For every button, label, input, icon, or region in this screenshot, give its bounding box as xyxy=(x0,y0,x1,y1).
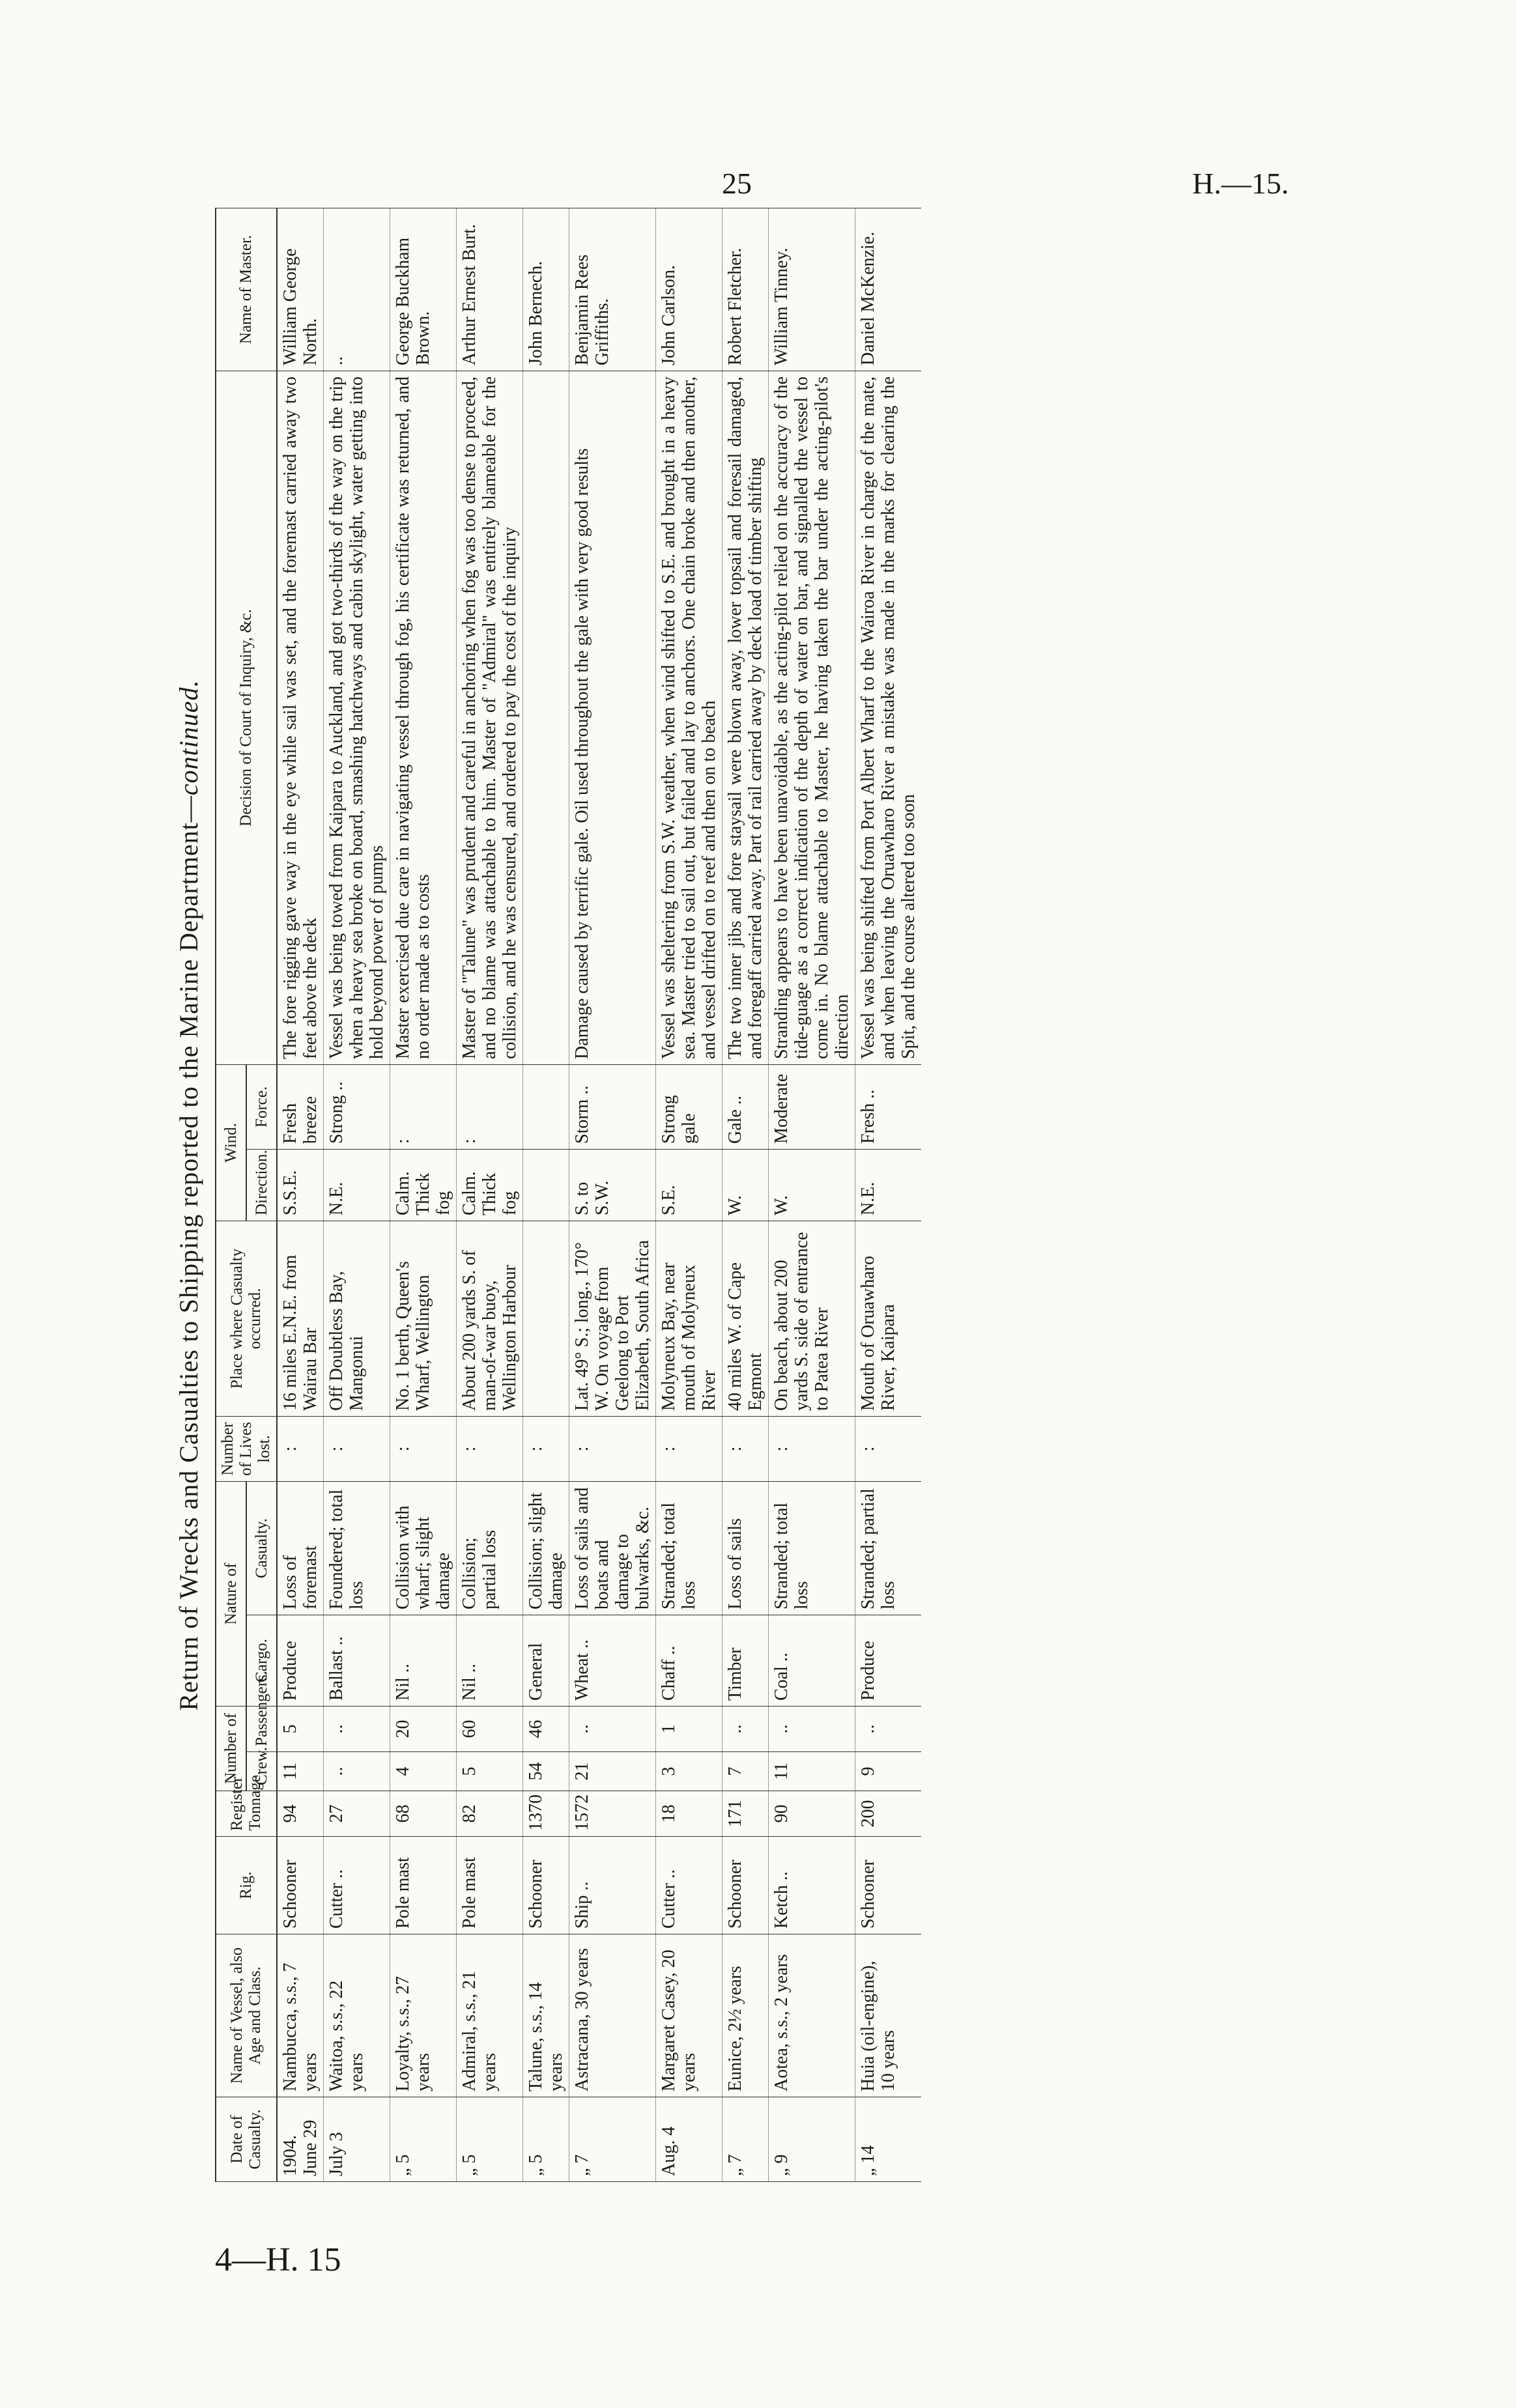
header-number-of: Number of xyxy=(216,1707,246,1791)
passengers-cell: 5 xyxy=(277,1707,324,1752)
crew-cell: 3 xyxy=(656,1752,722,1791)
crew-cell: 7 xyxy=(722,1752,769,1791)
table-row xyxy=(855,208,922,2181)
header-vessel: Name of Vessel, also Age and Class. xyxy=(216,1934,277,2097)
cargo-cell: Nil .. xyxy=(390,1615,457,1707)
master-cell: Arthur Ernest Burt. xyxy=(457,208,523,371)
place-cell: About 200 yards S. of man-of-war buoy, Wellington Harbour xyxy=(457,1221,523,1417)
place-cell: Molyneux Bay, near mouth of Molyneux River xyxy=(656,1221,722,1417)
wind-direction-cell xyxy=(523,1150,569,1221)
master-cell: George Buckham Brown. xyxy=(390,208,457,371)
wind-force-cell: : xyxy=(390,1064,457,1149)
date-cell: „ 5 xyxy=(523,2097,569,2182)
date-cell: „ 7 xyxy=(722,2097,769,2182)
table-row xyxy=(722,208,769,2181)
crew-cell: 4 xyxy=(390,1752,457,1791)
passengers-cell: 60 xyxy=(457,1707,523,1752)
header-place: Place where Casualty occurred. xyxy=(216,1221,277,1417)
document-code: H.—15. xyxy=(1192,167,1289,200)
casualty-cell: Loss of sails xyxy=(722,1482,769,1615)
decision-cell: Master of "Talune" was prudent and careful in anchoring when fog was too dense to proceed, and no blame was attachable to him. Master of "Admiral" was entirely blameable for the collision, and he was censured, and ordered to pay the cost of the inquiry xyxy=(457,371,523,1064)
vessel-cell: Margaret Casey, 20 years xyxy=(656,1934,722,2097)
rig-cell: Schooner xyxy=(277,1837,324,1934)
passengers-cell: 46 xyxy=(523,1707,569,1752)
master-cell: William Tinney. xyxy=(769,208,855,371)
decision-cell: Vessel was being shifted from Port Albert Wharf to the Wairoa River in charge of the mate, and when leaving the Oruawharo River a mistake was made in the marks for clearing the Spit, and the course altered too soon xyxy=(855,371,922,1064)
header-tonnage: Register Tonnage. xyxy=(216,1791,277,1837)
tonnage-cell: 171 xyxy=(722,1791,769,1837)
date-cell: „ 5 xyxy=(390,2097,457,2182)
wind-direction-cell: Calm. Thick fog xyxy=(457,1150,523,1221)
crew-cell: 21 xyxy=(569,1752,656,1791)
rig-cell: Cutter .. xyxy=(324,1837,390,1934)
passengers-cell: .. xyxy=(569,1707,656,1752)
casualty-cell: Stranded; total loss xyxy=(769,1482,855,1615)
rig-cell: Ship .. xyxy=(569,1837,656,1934)
wind-direction-cell: N.E. xyxy=(855,1150,922,1221)
table-title xyxy=(163,208,215,2182)
decision-cell: The two inner jibs and fore staysail were blown away, lower topsail and foresail damaged, and foregaff carried away. Part of rail carried away by deck load of timber shifting xyxy=(722,371,769,1064)
date-cell: „ 5 xyxy=(457,2097,523,2182)
tonnage-cell: 68 xyxy=(390,1791,457,1837)
place-cell: Mouth of Oruawharo River, Kaipara xyxy=(855,1221,922,1417)
lives-lost-cell: : xyxy=(656,1417,722,1482)
date-cell: „ 9 xyxy=(769,2097,855,2182)
casualty-table xyxy=(215,208,921,2182)
vessel-cell: Waitoa, s.s., 22 years xyxy=(324,1934,390,2097)
header-wind-force: Force. xyxy=(246,1064,277,1149)
title-continued: continued. xyxy=(174,679,203,796)
cargo-cell: Timber xyxy=(722,1615,769,1707)
decision-cell: Vessel was sheltering from S.W. weather, when wind shifted to S.E. and brought in a heavy sea. Master tried to sail out, but failed and lay to anchors. One chain broke and then another, and vessel drifted on to reef and then on to beach xyxy=(656,371,722,1064)
decision-cell: Master exercised due care in navigating vessel through fog, his certificate was returned, and no order made as to costs xyxy=(390,371,457,1064)
decision-cell: Damage caused by terrific gale. Oil used throughout the gale with very good results xyxy=(569,371,656,1064)
crew-cell: 5 xyxy=(457,1752,523,1791)
cargo-cell: Produce xyxy=(855,1615,922,1707)
tonnage-cell: 94 xyxy=(277,1791,324,1837)
casualty-cell: Collision; partial loss xyxy=(457,1482,523,1615)
lives-lost-cell: : xyxy=(722,1417,769,1482)
decision-cell: Stranding appears to have been unavoidable, as the acting-pilot relied on the accuracy of the tide-guage as a correct indication of the depth of water on bar, and signalled the vessel to come in. No blame attachable to Master, he having taken the bar under the acting-pilot's direction xyxy=(769,371,855,1064)
header-lives-lost: Number of Lives lost. xyxy=(216,1417,277,1482)
casualty-cell: Collision; slight damage xyxy=(523,1482,569,1615)
wind-direction-cell: N.E. xyxy=(324,1150,390,1221)
cargo-cell: Wheat .. xyxy=(569,1615,656,1707)
crew-cell: 54 xyxy=(523,1752,569,1791)
place-cell: No. 1 berth, Queen's Wharf, Wellington xyxy=(390,1221,457,1417)
header-crew: Crew. xyxy=(246,1752,277,1791)
wind-force-cell: : xyxy=(457,1064,523,1149)
vessel-cell: Aotea, s.s., 2 years xyxy=(769,1934,855,2097)
cargo-cell: Coal .. xyxy=(769,1615,855,1707)
casualty-cell: Foundered; total loss xyxy=(324,1482,390,1615)
table-row xyxy=(390,208,457,2181)
table-row xyxy=(324,208,390,2181)
rotated-table-block xyxy=(163,208,1270,2182)
tonnage-cell: 1572 xyxy=(569,1791,656,1837)
wind-direction-cell: W. xyxy=(722,1150,769,1221)
lives-lost-cell: : xyxy=(855,1417,922,1482)
rig-cell: Schooner xyxy=(722,1837,769,1934)
place-cell xyxy=(523,1221,569,1417)
lives-lost-cell: : xyxy=(523,1417,569,1482)
lives-lost-cell: : xyxy=(390,1417,457,1482)
page-number: 25 xyxy=(722,167,752,200)
tonnage-cell: 27 xyxy=(324,1791,390,1837)
decision-cell: Vessel was being towed from Kaipara to Auckland, and got two-thirds of the way on the trip when a heavy sea broke on board, smashing hatchways and cabin skylight, water getting into hold beyond power of pumps xyxy=(324,371,390,1064)
casualty-cell: Loss of foremast xyxy=(277,1482,324,1615)
header-date: Date of Casualty. xyxy=(216,2097,277,2182)
tonnage-cell: 200 xyxy=(855,1791,922,1837)
crew-cell: 11 xyxy=(769,1752,855,1791)
tonnage-cell: 18 xyxy=(656,1791,722,1837)
wind-force-cell: Strong .. xyxy=(324,1064,390,1149)
table-row xyxy=(277,208,324,2181)
header-rig: Rig. xyxy=(216,1837,277,1934)
rig-cell: Cutter .. xyxy=(656,1837,722,1934)
place-cell: Off Doubtless Bay, Mangonui xyxy=(324,1221,390,1417)
master-cell: Robert Fletcher. xyxy=(722,208,769,371)
table-row xyxy=(457,208,523,2181)
master-cell: Daniel McKenzie. xyxy=(855,208,922,371)
vessel-cell: Talune, s.s., 14 years xyxy=(523,1934,569,2097)
passengers-cell: .. xyxy=(324,1707,390,1752)
casualty-cell: Stranded; partial loss xyxy=(855,1482,922,1615)
lives-lost-cell: : xyxy=(769,1417,855,1482)
place-cell: Lat. 49° S.; long., 170° W. On voyage from Geelong to Port Elizabeth, South Africa xyxy=(569,1221,656,1417)
vessel-cell: Huia (oil-engine), 10 years xyxy=(855,1934,922,2097)
vessel-cell: Nambucca, s.s., 7 years xyxy=(277,1934,324,2097)
lives-lost-cell: : xyxy=(457,1417,523,1482)
table-row xyxy=(656,208,722,2181)
wind-direction-cell: Calm. Thick fog xyxy=(390,1150,457,1221)
rig-cell: Schooner xyxy=(855,1837,922,1934)
table-body xyxy=(277,208,921,2181)
header-nature-of: Nature of xyxy=(216,1482,246,1707)
master-cell: John Bernech. xyxy=(523,208,569,371)
header-passengers: Passengers. xyxy=(246,1707,277,1752)
rig-cell: Pole mast xyxy=(390,1837,457,1934)
master-cell: Benjamin Rees Griffiths. xyxy=(569,208,656,371)
vessel-cell: Eunice, 2½ years xyxy=(722,1934,769,2097)
cargo-cell: Ballast .. xyxy=(324,1615,390,1707)
vessel-cell: Astracana, 30 years xyxy=(569,1934,656,2097)
wind-force-cell: Storm .. xyxy=(569,1064,656,1149)
table-row xyxy=(569,208,656,2181)
wind-force-cell: Moderate xyxy=(769,1064,855,1149)
table-row xyxy=(523,208,569,2181)
wind-direction-cell: S.S.E. xyxy=(277,1150,324,1221)
date-cell: Aug. 4 xyxy=(656,2097,722,2182)
master-cell: William George North. xyxy=(277,208,324,371)
sheet-mark: 4—H. 15 xyxy=(215,2241,341,2278)
tonnage-cell: 1370 xyxy=(523,1791,569,1837)
date-cell: „ 14 xyxy=(855,2097,922,2182)
casualty-cell: Loss of sails and boats and damage to bulwarks, &c. xyxy=(569,1482,656,1615)
place-cell: 16 miles E.N.E. from Wairau Bar xyxy=(277,1221,324,1417)
table-row xyxy=(769,208,855,2181)
header-wind: Wind. xyxy=(216,1064,246,1221)
date-cell: „ 7 xyxy=(569,2097,656,2182)
passengers-cell: .. xyxy=(855,1707,922,1752)
passengers-cell: 20 xyxy=(390,1707,457,1752)
cargo-cell: Chaff .. xyxy=(656,1615,722,1707)
rig-cell: Ketch .. xyxy=(769,1837,855,1934)
title-main: Return of Wrecks and Casualties to Shipping reported to the Marine Department— xyxy=(174,795,203,1711)
wind-force-cell: Fresh breeze xyxy=(277,1064,324,1149)
wind-force-cell: Gale .. xyxy=(722,1064,769,1149)
lives-lost-cell: : xyxy=(569,1417,656,1482)
wind-force-cell: Strong gale xyxy=(656,1064,722,1149)
tonnage-cell: 82 xyxy=(457,1791,523,1837)
place-cell: On beach, about 200 yards S. side of entrance to Patea River xyxy=(769,1221,855,1417)
header-cargo: Cargo. xyxy=(246,1615,277,1707)
tonnage-cell: 90 xyxy=(769,1791,855,1837)
cargo-cell: Produce xyxy=(277,1615,324,1707)
cargo-cell: General xyxy=(523,1615,569,1707)
casualty-cell: Collision with wharf; slight damage xyxy=(390,1482,457,1615)
date-cell: 1904. June 29 xyxy=(277,2097,324,2182)
wind-direction-cell: W. xyxy=(769,1150,855,1221)
lives-lost-cell: : xyxy=(277,1417,324,1482)
wind-force-cell xyxy=(523,1064,569,1149)
wind-direction-cell: S. to S.W. xyxy=(569,1150,656,1221)
rig-cell: Pole mast xyxy=(457,1837,523,1934)
header-decision: Decision of Court of Inquiry, &c. xyxy=(216,371,277,1064)
date-cell: July 3 xyxy=(324,2097,390,2182)
place-cell: 40 miles W. of Cape Egmont xyxy=(722,1221,769,1417)
crew-cell: .. xyxy=(324,1752,390,1791)
header-wind-direction: Direction. xyxy=(246,1150,277,1221)
casualty-cell: Stranded; total loss xyxy=(656,1482,722,1615)
passengers-cell: 1 xyxy=(656,1707,722,1752)
cargo-cell: Nil .. xyxy=(457,1615,523,1707)
wind-direction-cell: S.E. xyxy=(656,1150,722,1221)
vessel-cell: Admiral, s.s., 21 years xyxy=(457,1934,523,2097)
header-master: Name of Master. xyxy=(216,208,277,371)
header-casualty: Casualty. xyxy=(246,1482,277,1615)
rig-cell: Schooner xyxy=(523,1837,569,1934)
wind-force-cell: Fresh .. xyxy=(855,1064,922,1149)
vessel-cell: Loyalty, s.s., 27 years xyxy=(390,1934,457,2097)
lives-lost-cell: : xyxy=(324,1417,390,1482)
master-cell: .. xyxy=(324,208,390,371)
crew-cell: 11 xyxy=(277,1752,324,1791)
master-cell: John Carlson. xyxy=(656,208,722,371)
decision-cell xyxy=(523,371,569,1064)
decision-cell: The fore rigging gave way in the eye while sail was set, and the foremast carried away two feet above the deck xyxy=(277,371,324,1064)
passengers-cell: .. xyxy=(722,1707,769,1752)
crew-cell: 9 xyxy=(855,1752,922,1791)
passengers-cell: .. xyxy=(769,1707,855,1752)
